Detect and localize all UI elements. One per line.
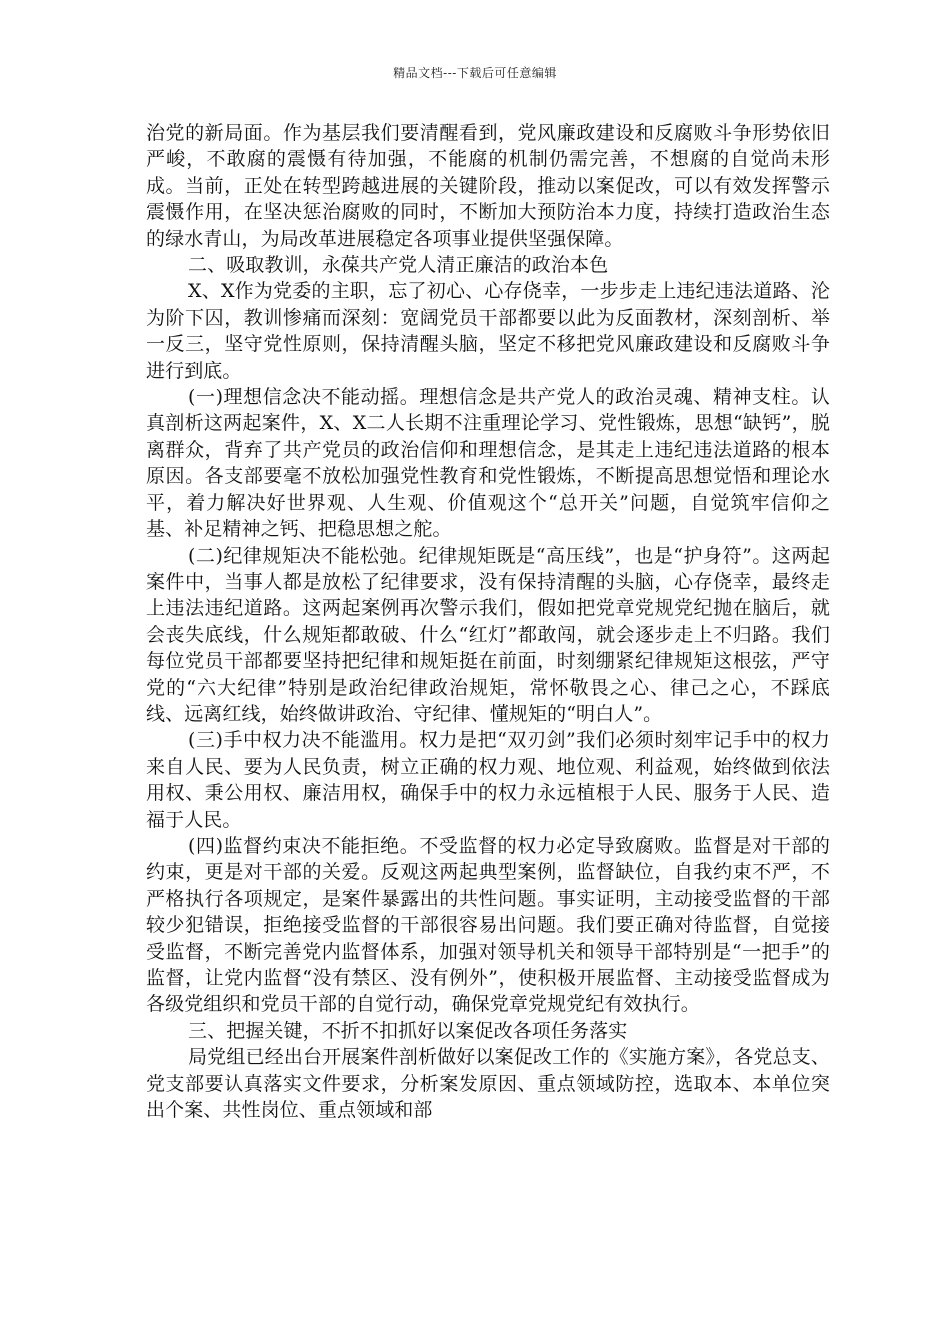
- paragraph-power: (三)手中权力决不能滥用。权力是把“双刃剑”我们必须时刻牢记手中的权力来自人民、要为人民负责，树立正确的权力观、地位观、利益观，始终做到依法用权、秉公用权、廉洁用权，确保手中的权力永远植根于人民、服务于人民、造福于人民。: [146, 729, 830, 831]
- paragraph-supervision: (四)监督约束决不能拒绝。不受监督的权力必定导致腐败。监督是对干部的约束，更是对干部的关爱。反观这两起典型案例，监督缺位，自我约束不严，不严格执行各项规定，是案件暴露出的共性问题。事实证明，主动接受监督的干部较少犯错误，拒绝接受监督的干部很容易出问题。我们要正确对待监督，自觉接受监督，不断完善党内监督体系，加强对领导机关和领导干部特别是“一把手”的监督，让党内监督“没有禁区、没有例外”，使积极开展监督、主动接受监督成为各级党组织和党员干部的自觉行动，确保党章党规党纪有效执行。: [146, 834, 830, 1016]
- section-heading-2: 二、吸取教训，永葆共产党人清正廉洁的政治本色: [188, 254, 609, 277]
- page-header: 精品文档---下载后可任意编辑: [393, 66, 557, 80]
- section-heading-3: 三、把握关键，不折不扣抓好以案促改各项任务落实: [188, 1019, 628, 1042]
- paragraph-lessons: X、X作为党委的主职，忘了初心、心存侥幸，一步步走上违纪违法道路、沦为阶下囚，教训惨痛而深刻：宽阔党员干部都要以此为反面教材，深刻剖析、举一反三，坚守党性原则，保持清醒头脑，坚定不移把党风廉政建设和反腐败斗争进行到底。: [146, 280, 830, 382]
- paragraph-ideals: (一)理想信念决不能动摇。理想信念是共产党人的政治灵魂、精神支柱。认真剖析这两起案件，X、X二人长期不注重理论学习、党性锻炼，思想“缺钙”，脱离群众，背弃了共产党员的政治信仰和理想信念，是其走上违纪违法道路的根本原因。各支部要毫不放松加强党性教育和党性锻炼，不断提高思想觉悟和理论水平，着力解决好世界观、人生观、价值观这个“总开关”问题，自觉筑牢信仰之基、补足精神之钙、把稳思想之舵。: [146, 386, 830, 541]
- paragraph-discipline: (二)纪律规矩决不能松弛。纪律规矩既是“高压线”，也是“护身符”。这两起案件中，当事人都是放松了纪律要求，没有保持清醒的头脑，心存侥幸，最终走上违法违纪道路。这两起案例再次警示我们，假如把党章党规党纪抛在脑后，就会丧失底线，什么规矩都敢破、什么“红灯”都敢闯，就会逐步走上不归路。我们每位党员干部都要坚持把纪律和规矩挺在前面，时刻绷紧纪律规矩这根弦，严守党的“六大纪律”特别是政治纪律政治规矩，常怀敬畏之心、律己之心，不踩底线、远离红线，始终做讲政治、守纪律、懂规矩的“明白人”。: [146, 544, 830, 725]
- document-body: [146, 120, 830, 1123]
- paragraph-implementation: 局党组已经出台开展案件剖析做好以案促改工作的《实施方案》，各党总支、党支部要认真落实文件要求，分析案发原因、重点领域防控，选取本、本单位突出个案、共性岗位、重点领域和部: [146, 1046, 830, 1122]
- paragraph-closing-intro: 治党的新局面。作为基层我们要清醒看到，党风廉政建设和反腐败斗争形势依旧严峻，不敢腐的震慑有待加强，不能腐的机制仍需完善，不想腐的自觉尚未形成。当前，正处在转型跨越进展的关键阶段，推动以案促改，可以有效发挥警示震慑作用，在坚决惩治腐败的同时，不断加大预防治本力度，持续打造政治生态的绿水青山，为局改革进展稳定各项事业提供坚强保障。: [146, 122, 830, 250]
